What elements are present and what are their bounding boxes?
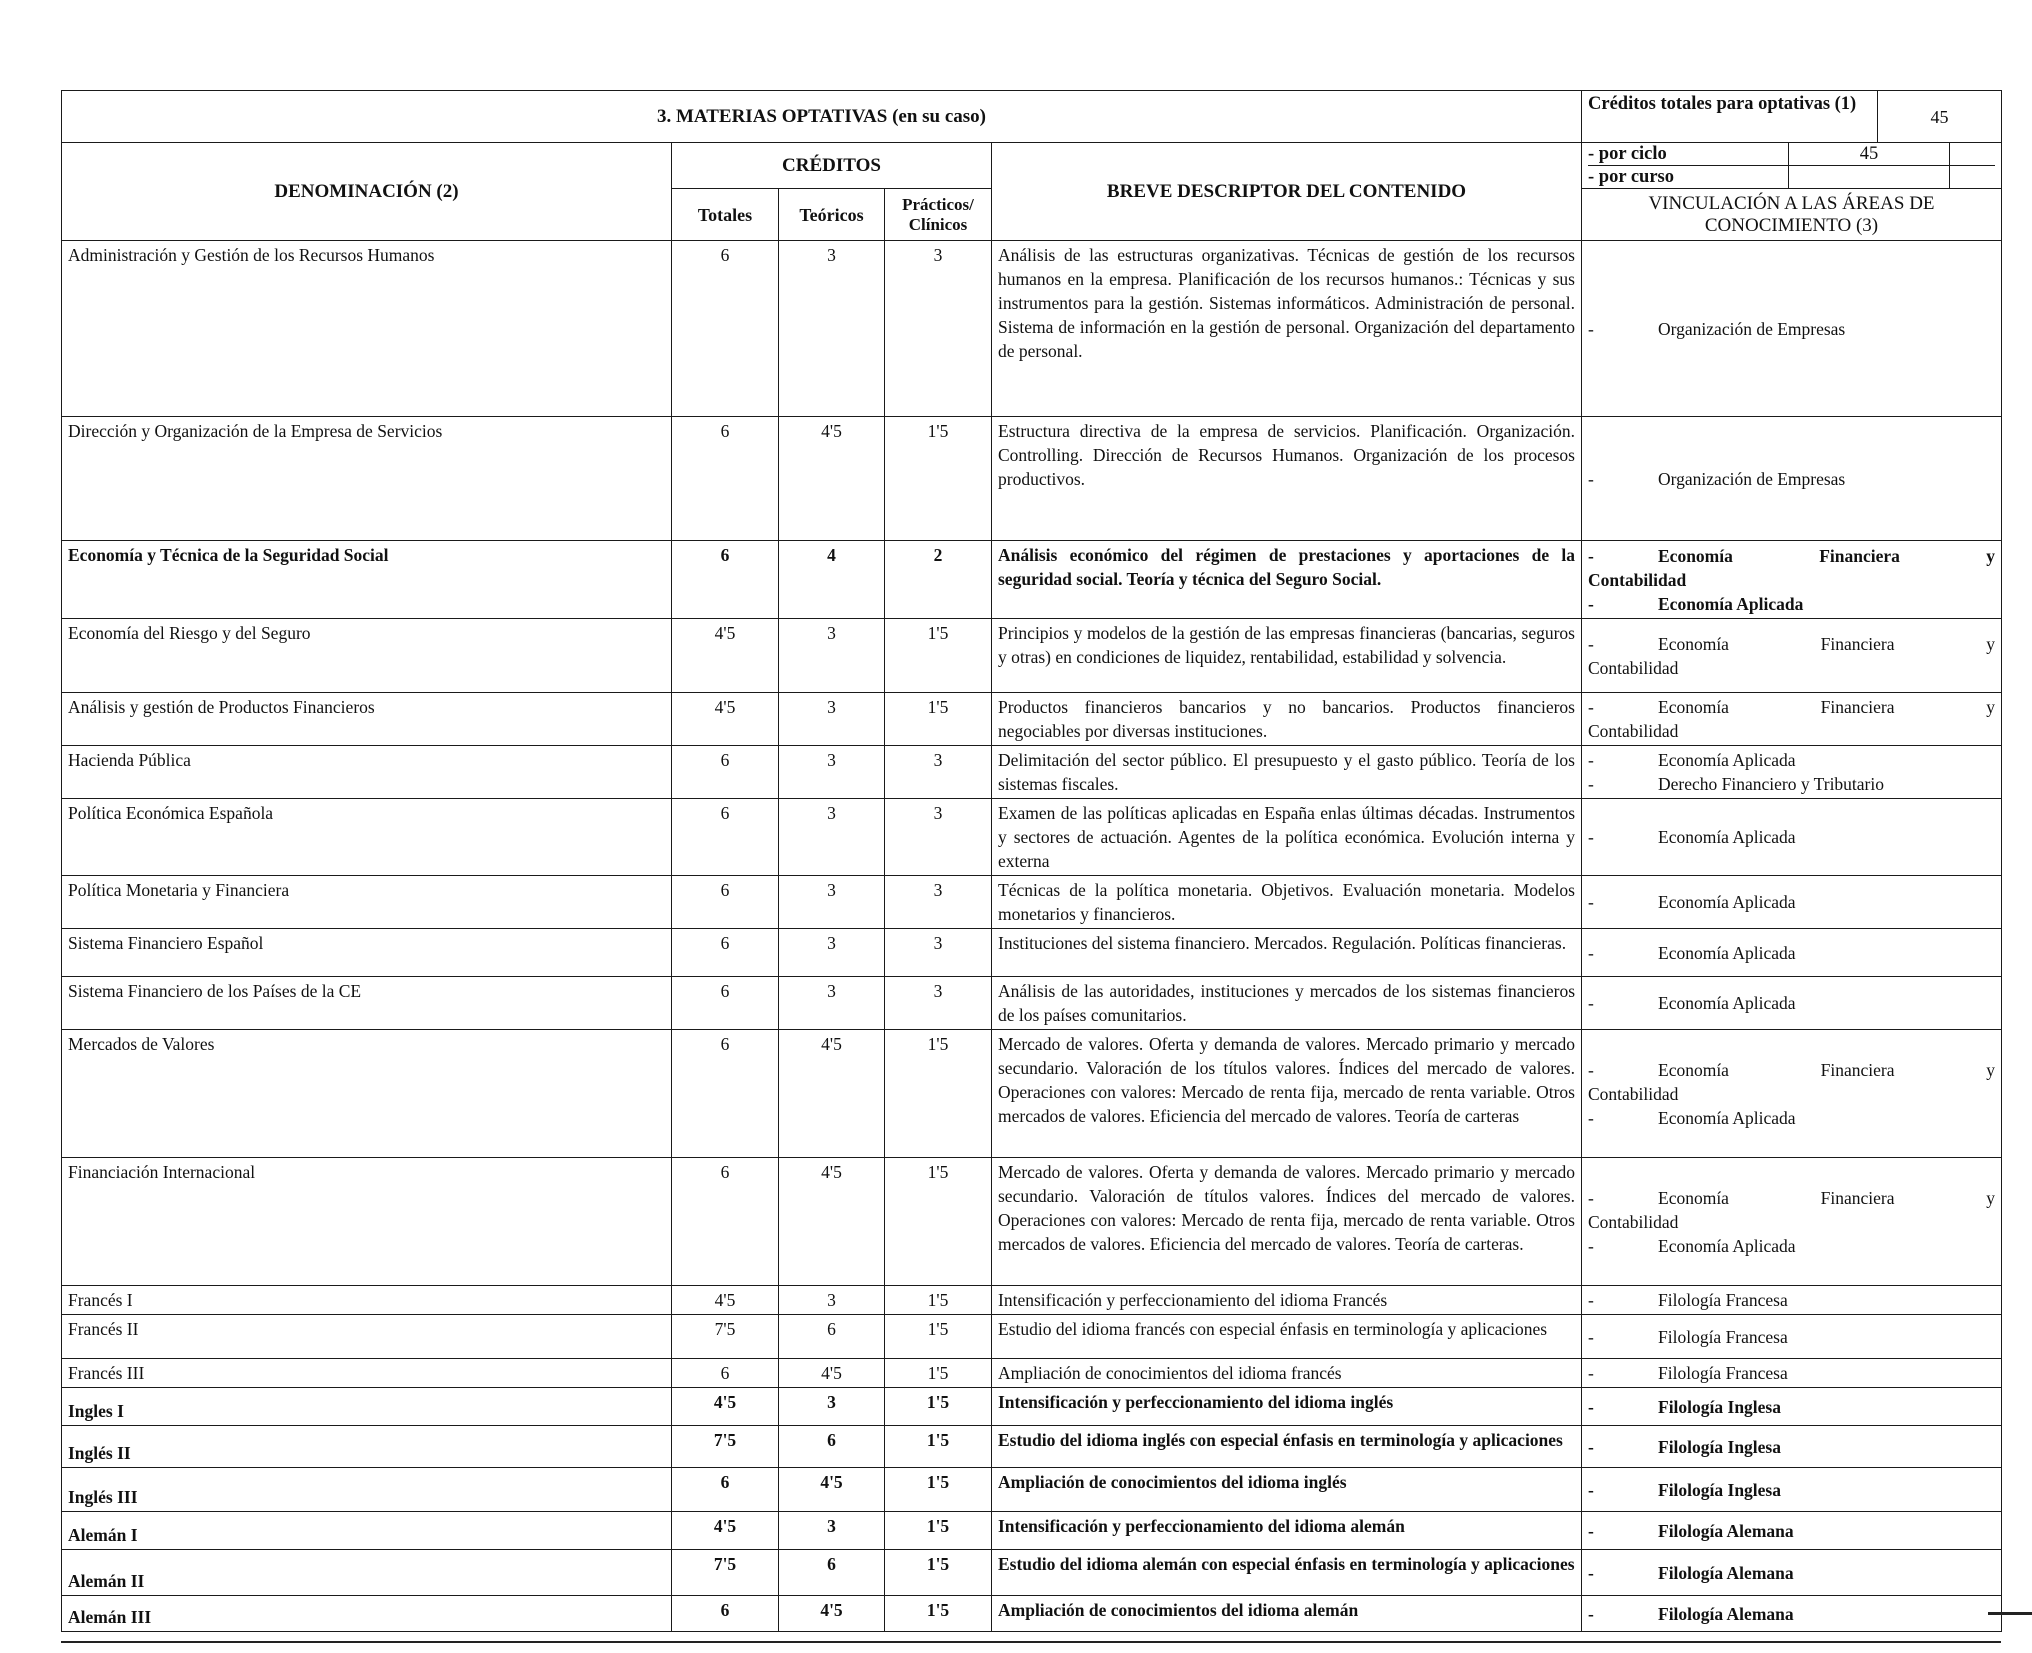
area-text: Economía Aplicada bbox=[1658, 827, 1796, 847]
area-line bbox=[1588, 1361, 1995, 1385]
area-line bbox=[1588, 1325, 1995, 1349]
area-line bbox=[1588, 1602, 1995, 1626]
denominacion-header: DENOMINACIÓN (2) bbox=[62, 143, 672, 241]
subject-name: Ingles I bbox=[62, 1388, 672, 1426]
credits-practice: 3 bbox=[885, 241, 992, 417]
totales-header: Totales bbox=[672, 189, 779, 241]
subject-name: Economía del Riesgo y del Seguro bbox=[62, 619, 672, 693]
credits-theory: 3 bbox=[779, 1388, 885, 1426]
content-descriptor: Ampliación de conocimientos del idioma alemán bbox=[992, 1596, 1582, 1632]
credits-total: 7'5 bbox=[672, 1426, 779, 1468]
content-descriptor: Instituciones del sistema financiero. Mercados. Regulación. Políticas financieras. bbox=[992, 929, 1582, 977]
table-row bbox=[62, 1388, 2002, 1426]
area-line: Contabilidad bbox=[1588, 721, 1679, 741]
area-line bbox=[1588, 1519, 1995, 1543]
credits-practice: 1'5 bbox=[885, 619, 992, 693]
table-row bbox=[62, 929, 2002, 977]
title-row bbox=[62, 91, 2002, 143]
subject-name: Alemán I bbox=[62, 1512, 672, 1550]
optional-subjects-sheet bbox=[61, 90, 2001, 1632]
credits-practice: 1'5 bbox=[885, 1030, 992, 1158]
credits-practice: 1'5 bbox=[885, 1596, 992, 1632]
creditos-header: CRÉDITOS bbox=[672, 143, 992, 189]
knowledge-area bbox=[1582, 799, 2002, 876]
knowledge-area bbox=[1582, 1512, 2002, 1550]
content-descriptor: Mercado de valores. Oferta y demanda de valores. Mercado primario y mercado secundario. Valoración de títulos valores. Índices del mercado de valores. Operaciones con valores: Mercado de renta fija, mercado de renta variable. Otros mercados de valores. Eficiencia del mercado de valores. Teoría de carteras. bbox=[992, 1158, 1582, 1286]
area-text: Filología Alemana bbox=[1658, 1603, 1794, 1624]
area-text: Filología Inglesa bbox=[1658, 1436, 1781, 1457]
credits-practice: 1'5 bbox=[885, 693, 992, 746]
area-line: Contabilidad bbox=[1588, 1083, 1679, 1104]
total-credits-value: 45 bbox=[1878, 91, 2002, 143]
table-row bbox=[62, 1596, 2002, 1632]
area-text: Filología Alemana bbox=[1658, 1562, 1794, 1583]
knowledge-area bbox=[1582, 417, 2002, 541]
credits-theory: 3 bbox=[779, 799, 885, 876]
table-row bbox=[62, 1550, 2002, 1596]
credits-theory: 3 bbox=[779, 929, 885, 977]
credits-theory: 3 bbox=[779, 977, 885, 1030]
area-text: Filología Francesa bbox=[1658, 1290, 1788, 1310]
dash-mark: - bbox=[1588, 750, 1594, 770]
table-row bbox=[62, 1286, 2002, 1315]
credits-total: 6 bbox=[672, 977, 779, 1030]
credits-total: 4'5 bbox=[672, 619, 779, 693]
knowledge-area bbox=[1582, 1359, 2002, 1388]
credits-theory: 4'5 bbox=[779, 1359, 885, 1388]
credits-practice: 3 bbox=[885, 746, 992, 799]
credits-theory: 3 bbox=[779, 619, 885, 693]
knowledge-area bbox=[1582, 929, 2002, 977]
credits-total: 4'5 bbox=[672, 1286, 779, 1315]
credits-total: 6 bbox=[672, 1596, 779, 1632]
credits-practice: 3 bbox=[885, 929, 992, 977]
credits-theory: 4'5 bbox=[779, 1596, 885, 1632]
por-curso-label: - por curso bbox=[1588, 167, 1674, 187]
credits-total: 6 bbox=[672, 1468, 779, 1512]
credits-theory: 3 bbox=[779, 1512, 885, 1550]
subject-name: Economía y Técnica de la Seguridad Social bbox=[62, 541, 672, 619]
area-line bbox=[1588, 1561, 1995, 1585]
area-line bbox=[1588, 592, 1995, 616]
content-descriptor: Estudio del idioma francés con especial énfasis en terminología y aplicaciones bbox=[992, 1315, 1582, 1359]
area-text: Filología Francesa bbox=[1658, 1363, 1788, 1383]
credits-total: 6 bbox=[672, 417, 779, 541]
knowledge-area bbox=[1582, 693, 2002, 746]
content-descriptor: Intensificación y perfeccionamiento del idioma Francés bbox=[992, 1286, 1582, 1315]
subject-rows bbox=[62, 241, 2002, 1632]
area-line bbox=[1588, 1288, 1995, 1312]
credits-practice: 3 bbox=[885, 876, 992, 929]
dash-mark: - bbox=[1588, 942, 1594, 963]
area-line bbox=[1588, 544, 1995, 568]
dash-mark: - bbox=[1588, 993, 1594, 1013]
credits-total: 7'5 bbox=[672, 1550, 779, 1596]
subject-name: Política Monetaria y Financiera bbox=[62, 876, 672, 929]
credits-theory: 6 bbox=[779, 1426, 885, 1468]
subject-name: Francés II bbox=[62, 1315, 672, 1359]
dash-mark: - bbox=[1588, 1363, 1594, 1383]
table-row bbox=[62, 746, 2002, 799]
table-row bbox=[62, 1426, 2002, 1468]
area-text: Economía Aplicada bbox=[1658, 942, 1796, 963]
area-spread bbox=[1658, 632, 1995, 656]
descriptor-header: BREVE DESCRIPTOR DEL CONTENIDO bbox=[992, 143, 1582, 241]
area-line bbox=[1588, 748, 1995, 772]
area-word: Economía bbox=[1658, 1059, 1729, 1080]
dash-mark: - bbox=[1588, 593, 1594, 614]
credits-total: 6 bbox=[672, 1359, 779, 1388]
credits-practice: 1'5 bbox=[885, 1426, 992, 1468]
subject-name: Dirección y Organización de la Empresa de Servicios bbox=[62, 417, 672, 541]
credits-practice: 1'5 bbox=[885, 1315, 992, 1359]
vinculacion-header: VINCULACIÓN A LAS ÁREAS DE CONOCIMIENTO (3) bbox=[1582, 189, 2002, 241]
knowledge-area bbox=[1582, 241, 2002, 417]
dash-mark: - bbox=[1588, 318, 1594, 339]
credits-total: 6 bbox=[672, 876, 779, 929]
credits-theory: 3 bbox=[779, 241, 885, 417]
subject-name: Hacienda Pública bbox=[62, 746, 672, 799]
area-line: Contabilidad bbox=[1588, 569, 1687, 590]
knowledge-area bbox=[1582, 1315, 2002, 1359]
content-descriptor: Principios y modelos de la gestión de las empresas financieras (bancarias, seguros y otras) en condiciones de liquidez, rentabilidad, estabilidad y solvencia. bbox=[992, 619, 1582, 693]
content-descriptor: Ampliación de conocimientos del idioma inglés bbox=[992, 1468, 1582, 1512]
area-text: Filología Inglesa bbox=[1658, 1479, 1781, 1500]
knowledge-area bbox=[1582, 876, 2002, 929]
content-descriptor: Estudio del idioma inglés con especial énfasis en terminología y aplicaciones bbox=[992, 1426, 1582, 1468]
dash-mark: - bbox=[1588, 1187, 1594, 1208]
area-text: Organización de Empresas bbox=[1658, 468, 1846, 489]
area-word: Economía bbox=[1658, 697, 1729, 717]
area-spread bbox=[1658, 1186, 1995, 1210]
credits-theory: 4 bbox=[779, 541, 885, 619]
subject-name: Mercados de Valores bbox=[62, 1030, 672, 1158]
table-row bbox=[62, 799, 2002, 876]
dash-mark: - bbox=[1588, 892, 1594, 912]
knowledge-area bbox=[1582, 977, 2002, 1030]
area-word: y bbox=[1986, 1059, 1995, 1080]
area-word: y bbox=[1986, 633, 1995, 654]
area-line bbox=[1588, 1186, 1995, 1210]
credits-practice: 1'5 bbox=[885, 1550, 992, 1596]
subject-name: Financiación Internacional bbox=[62, 1158, 672, 1286]
table-row bbox=[62, 876, 2002, 929]
dash-mark: - bbox=[1588, 1290, 1594, 1310]
area-line bbox=[1588, 467, 1995, 491]
corner-mark bbox=[1988, 1612, 2032, 1615]
area-line bbox=[1588, 1058, 1995, 1082]
credits-total: 7'5 bbox=[672, 1315, 779, 1359]
dash-mark: - bbox=[1588, 697, 1594, 717]
area-line bbox=[1588, 695, 1995, 719]
credits-total: 6 bbox=[672, 746, 779, 799]
area-line bbox=[1588, 991, 1995, 1015]
knowledge-area bbox=[1582, 746, 2002, 799]
table-row bbox=[62, 693, 2002, 746]
area-line bbox=[1588, 632, 1995, 656]
dash-mark: - bbox=[1588, 545, 1594, 566]
credits-practice: 1'5 bbox=[885, 1158, 992, 1286]
teoricos-header: Teóricos bbox=[779, 189, 885, 241]
subject-name: Francés I bbox=[62, 1286, 672, 1315]
knowledge-area bbox=[1582, 1158, 2002, 1286]
dash-mark: - bbox=[1588, 633, 1594, 654]
header-row-1 bbox=[62, 143, 2002, 189]
area-text: Economía Aplicada bbox=[1658, 1235, 1796, 1256]
area-line bbox=[1588, 941, 1995, 965]
por-ciclo-value: 45 bbox=[1788, 143, 1950, 165]
area-line bbox=[1588, 825, 1995, 849]
subject-name: Inglés III bbox=[62, 1468, 672, 1512]
table-row bbox=[62, 1030, 2002, 1158]
credits-practice: 1'5 bbox=[885, 1286, 992, 1315]
area-word: Financiera bbox=[1820, 633, 1895, 654]
table-row bbox=[62, 417, 2002, 541]
credits-total: 6 bbox=[672, 1158, 779, 1286]
area-word: Financiera bbox=[1820, 1187, 1895, 1208]
area-line bbox=[1588, 1234, 1995, 1258]
table-row bbox=[62, 1359, 2002, 1388]
content-descriptor: Mercado de valores. Oferta y demanda de valores. Mercado primario y mercado secundario. Valoración de los títulos valores. Índices del mercado de valores. Operaciones con valores: Mercado de renta fija, mercado de renta variable. Otros mercados de valores. Eficiencia del mercado de valores. Teoría de carteras bbox=[992, 1030, 1582, 1158]
knowledge-area bbox=[1582, 1468, 2002, 1512]
area-word: y bbox=[1986, 1187, 1995, 1208]
content-descriptor: Análisis de las autoridades, instituciones y mercados de los sistemas financieros de los países comunitarios. bbox=[992, 977, 1582, 1030]
subject-name: Sistema Financiero Español bbox=[62, 929, 672, 977]
dash-mark: - bbox=[1588, 827, 1594, 847]
dash-mark: - bbox=[1588, 1562, 1594, 1583]
dash-mark: - bbox=[1588, 1436, 1594, 1457]
area-text: Organización de Empresas bbox=[1658, 318, 1846, 339]
knowledge-area bbox=[1582, 1550, 2002, 1596]
credits-theory: 6 bbox=[779, 1550, 885, 1596]
credits-total: 4'5 bbox=[672, 693, 779, 746]
area-line: Contabilidad bbox=[1588, 657, 1679, 678]
credits-theory: 3 bbox=[779, 1286, 885, 1315]
knowledge-area bbox=[1582, 619, 2002, 693]
table-row bbox=[62, 1512, 2002, 1550]
credits-total: 6 bbox=[672, 241, 779, 417]
credits-theory: 4'5 bbox=[779, 1030, 885, 1158]
credits-practice: 1'5 bbox=[885, 1359, 992, 1388]
total-credits-label: Créditos totales para optativas (1) bbox=[1582, 91, 1878, 143]
area-text: Economía Aplicada bbox=[1658, 1107, 1796, 1128]
area-text: Economía Aplicada bbox=[1658, 892, 1796, 912]
area-line bbox=[1588, 890, 1995, 914]
subject-name: Sistema Financiero de los Países de la CE bbox=[62, 977, 672, 1030]
dash-mark: - bbox=[1588, 1059, 1594, 1080]
content-descriptor: Examen de las políticas aplicadas en España enlas últimas décadas. Instrumentos y sectores de actuación. Agentes de la política económica. Evolución interna y externa bbox=[992, 799, 1582, 876]
area-line bbox=[1588, 772, 1995, 796]
dash-mark: - bbox=[1588, 774, 1594, 794]
area-word: Economía bbox=[1658, 633, 1729, 654]
area-text: Filología Inglesa bbox=[1658, 1396, 1781, 1417]
bottom-rule bbox=[61, 1641, 2001, 1643]
knowledge-area bbox=[1582, 1030, 2002, 1158]
credits-theory: 3 bbox=[779, 693, 885, 746]
subject-name: Análisis y gestión de Productos Financieros bbox=[62, 693, 672, 746]
dash-mark: - bbox=[1588, 1603, 1594, 1624]
dash-mark: - bbox=[1588, 1396, 1594, 1417]
section-title: 3. MATERIAS OPTATIVAS (en su caso) bbox=[62, 91, 1582, 143]
credits-theory: 4'5 bbox=[779, 417, 885, 541]
area-line bbox=[1588, 317, 1995, 341]
dash-mark: - bbox=[1588, 1520, 1594, 1541]
dash-mark: - bbox=[1588, 1326, 1594, 1347]
content-descriptor: Intensificación y perfeccionamiento del idioma alemán bbox=[992, 1512, 1582, 1550]
credits-total: 4'5 bbox=[672, 1388, 779, 1426]
area-spread bbox=[1658, 1058, 1995, 1082]
content-descriptor: Estructura directiva de la empresa de servicios. Planificación. Organización. Controlling. Dirección de Recursos Humanos. Organización de los procesos productivos. bbox=[992, 417, 1582, 541]
area-text: Economía Aplicada bbox=[1658, 593, 1804, 614]
knowledge-area bbox=[1582, 1596, 2002, 1632]
table-row bbox=[62, 977, 2002, 1030]
table-row bbox=[62, 1315, 2002, 1359]
area-line bbox=[1588, 1435, 1995, 1459]
credits-theory: 4'5 bbox=[779, 1158, 885, 1286]
subjects-table bbox=[61, 90, 2002, 1632]
credits-total: 6 bbox=[672, 1030, 779, 1158]
credits-theory: 3 bbox=[779, 746, 885, 799]
credits-practice: 1'5 bbox=[885, 1468, 992, 1512]
credits-practice: 2 bbox=[885, 541, 992, 619]
subject-name: Francés III bbox=[62, 1359, 672, 1388]
credits-theory: 6 bbox=[779, 1315, 885, 1359]
area-text: Filología Alemana bbox=[1658, 1520, 1794, 1541]
credits-theory: 3 bbox=[779, 876, 885, 929]
area-word: y bbox=[1986, 697, 1995, 717]
dash-mark: - bbox=[1588, 1107, 1594, 1128]
subject-name: Alemán II bbox=[62, 1550, 672, 1596]
content-descriptor: Ampliación de conocimientos del idioma francés bbox=[992, 1359, 1582, 1388]
ciclo-curso-cell bbox=[1582, 143, 2002, 189]
table-row bbox=[62, 541, 2002, 619]
por-ciclo-label: - por ciclo bbox=[1588, 144, 1667, 164]
content-descriptor: Análisis económico del régimen de prestaciones y aportaciones de la seguridad social. Teoría y técnica del Seguro Social. bbox=[992, 541, 1582, 619]
subject-name: Inglés II bbox=[62, 1426, 672, 1468]
table-row bbox=[62, 619, 2002, 693]
area-line bbox=[1588, 1478, 1995, 1502]
credits-practice: 1'5 bbox=[885, 1512, 992, 1550]
por-curso-value bbox=[1788, 166, 1950, 188]
credits-total: 4'5 bbox=[672, 1512, 779, 1550]
content-descriptor: Estudio del idioma alemán con especial énfasis en terminología y aplicaciones bbox=[992, 1550, 1582, 1596]
content-descriptor: Delimitación del sector público. El presupuesto y el gasto público. Teoría de los sistemas fiscales. bbox=[992, 746, 1582, 799]
content-descriptor: Análisis de las estructuras organizativas. Técnicas de gestión de los recursos humanos en la empresa. Planificación de los recursos humanos.: Técnicas y sus instrumentos para la gestión. Sistemas informáticos. Administración de personal. Sistema de información en la gestión de personal. Organización del departamento de personal. bbox=[992, 241, 1582, 417]
knowledge-area bbox=[1582, 541, 2002, 619]
area-word: y bbox=[1986, 545, 1995, 566]
area-spread bbox=[1658, 695, 1995, 719]
credits-theory: 4'5 bbox=[779, 1468, 885, 1512]
dash-mark: - bbox=[1588, 1479, 1594, 1500]
table-row bbox=[62, 1158, 2002, 1286]
area-line bbox=[1588, 1395, 1995, 1419]
knowledge-area bbox=[1582, 1426, 2002, 1468]
credits-total: 6 bbox=[672, 929, 779, 977]
area-word: Economía bbox=[1658, 545, 1733, 566]
content-descriptor: Técnicas de la política monetaria. Objetivos. Evaluación monetaria. Modelos monetarios y financieros. bbox=[992, 876, 1582, 929]
area-word: Financiera bbox=[1820, 1059, 1895, 1080]
area-spread bbox=[1658, 544, 1995, 568]
credits-total: 6 bbox=[672, 541, 779, 619]
subject-name: Alemán III bbox=[62, 1596, 672, 1632]
content-descriptor: Intensificación y perfeccionamiento del idioma inglés bbox=[992, 1388, 1582, 1426]
area-text: Economía Aplicada bbox=[1658, 993, 1796, 1013]
credits-practice: 1'5 bbox=[885, 1388, 992, 1426]
credits-total: 6 bbox=[672, 799, 779, 876]
table-row bbox=[62, 1468, 2002, 1512]
subject-name: Administración y Gestión de los Recursos Humanos bbox=[62, 241, 672, 417]
area-word: Financiera bbox=[1820, 697, 1895, 717]
table-row bbox=[62, 241, 2002, 417]
area-text: Filología Francesa bbox=[1658, 1326, 1788, 1347]
knowledge-area bbox=[1582, 1286, 2002, 1315]
credits-practice: 3 bbox=[885, 977, 992, 1030]
content-descriptor: Productos financieros bancarios y no bancarios. Productos financieros negociables por diversas instituciones. bbox=[992, 693, 1582, 746]
credits-practice: 1'5 bbox=[885, 417, 992, 541]
dash-mark: - bbox=[1588, 1235, 1594, 1256]
area-word: Economía bbox=[1658, 1187, 1729, 1208]
area-text: Economía Aplicada bbox=[1658, 750, 1796, 770]
credits-practice: 3 bbox=[885, 799, 992, 876]
knowledge-area bbox=[1582, 1388, 2002, 1426]
area-word: Financiera bbox=[1819, 545, 1900, 566]
subject-name: Política Económica Española bbox=[62, 799, 672, 876]
practicos-header: Prácticos/ Clínicos bbox=[885, 189, 992, 241]
area-line bbox=[1588, 1106, 1995, 1130]
dash-mark: - bbox=[1588, 468, 1594, 489]
area-text: Derecho Financiero y Tributario bbox=[1658, 774, 1884, 794]
area-line: Contabilidad bbox=[1588, 1211, 1679, 1232]
